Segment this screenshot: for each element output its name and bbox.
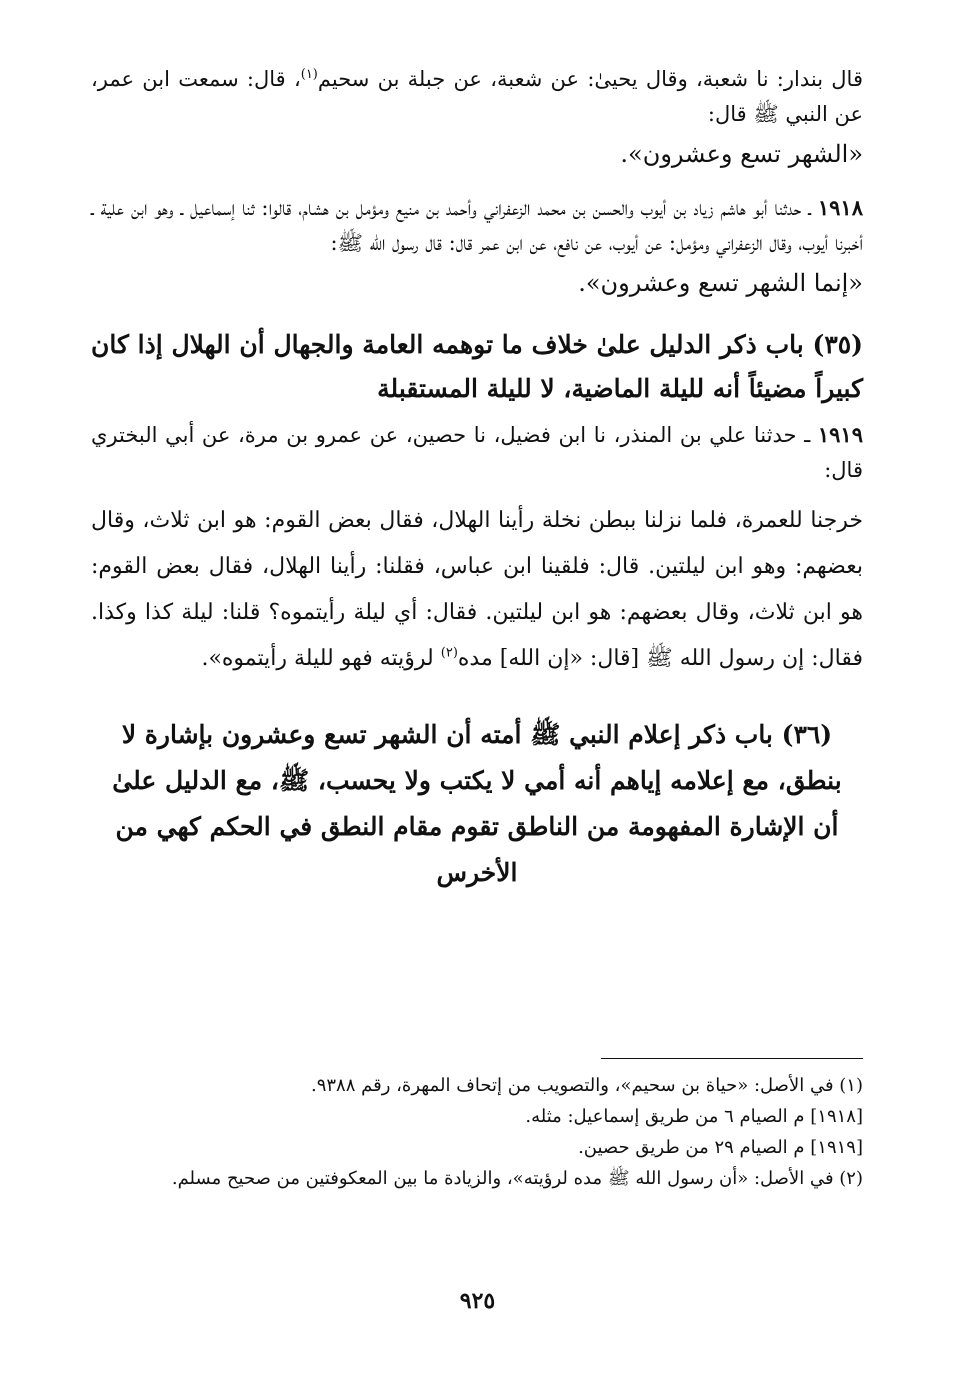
footnote-divider [601,1058,863,1059]
hadith-1918 [91,190,863,261]
paragraph-opening [91,62,863,132]
chapter-heading-35: (٣٥) باب ذكر الدليل علىٰ خلاف ما توهمه العامة والجهال أن الهلال إذا كان كبيراً مضيئاً أنه لليلة الماضية، لا لليلة المستقبلة [91,330,864,403]
hadith-1919-text: ـ حدثنا علي بن المنذر، نا ابن فضيل، نا حصين، عن عمرو بن مرة، عن أبي البختري قال: [91,423,863,482]
hadith-number-1919: ١٩١٩ [817,422,863,447]
narration-text: خرجنا للعمرة، فلما نزلنا ببطن نخلة رأينا الهلال، فقال بعض القوم: هو ابن ثلاث، وقال بعضهم: وهو ابن ليلتين. قال: فلقينا ابن عباس، فقلنا: رأينا الهلال، فقال بعض القوم: هو ابن ثلاث، وقال بعضهم: هو ابن ليلتين. فقال: أي ليلة رأيتموه؟ قلنا: ليلة كذا وكذا. فقال: إن رسول الله ﷺ [قال: «إن الله] مده [91,508,863,671]
page-body [91,62,863,896]
footnote-2: (٢) في الأصل: «أن رسول الله ﷺ مده لرؤيته»، والزيادة ما بين المعكوفتين من صحيح مسلم. [171,1168,863,1189]
hadith-number-1918: ١٩١٨ [817,195,863,220]
page-number: ٩٢٥ [459,1288,496,1314]
footnote-ref-1: (١) [300,67,318,82]
chapter-heading-36: (٣٦) باب ذكر إعلام النبي ﷺ أمته أن الشهر تسع وعشرون بإشارة لا بنطق، مع إعلامه إياهم أنه أمي لا يكتب ولا يحسب، ﷺ، مع الدليل علىٰ أن الإشارة المفهومة من الناطق تقوم مقام النطق في الحكم كهي من الأخرس [112,720,842,887]
footnote-1918: [١٩١٨] م الصيام ٦ من طريق إسماعيل: مثله. [525,1106,863,1127]
narration-1919 [91,498,863,682]
paragraph-text: قال بندار: نا شعبة، وقال يحيىٰ: عن شعبة، عن جبلة بن سحيم [317,67,863,91]
paragraph-text-continued: ، قال: سمعت ابن عمر، عن النبي ﷺ قال: [91,67,863,126]
hadith-quote-2: «إنما الشهر تسع وعشرون». [578,269,863,297]
footnote-1919: [١٩١٩] م الصيام ٢٩ من طريق حصين. [578,1137,863,1158]
hadith-quote-1: «الشهر تسع وعشرون». [620,140,863,168]
hadith-1918-text: ـ حدثنا أبو هاشم زياد بن أيوب والحسن بن محمد الزعفراني وأحمد بن منيع ومؤمل بن هشام، قالوا: ثنا إسماعيل ـ وهو ابن علية ـ أخبرنا أيوب، وقال الزعفراني ومؤمل: عن أيوب، عن نافع، عن ابن عمر قال: قال رسول الله ﷺ: [91,196,863,255]
footnotes [91,1070,863,1194]
hadith-1919 [91,417,863,488]
footnote-ref-2: (٢) [440,645,458,661]
footnote-1: (١) في الأصل: «حياة بن سحيم»، والتصويب من إتحاف المهرة، رقم ٩٣٨٨. [310,1075,863,1096]
narration-text-end: لرؤيته فهو لليلة رأيتموه». [201,646,441,671]
